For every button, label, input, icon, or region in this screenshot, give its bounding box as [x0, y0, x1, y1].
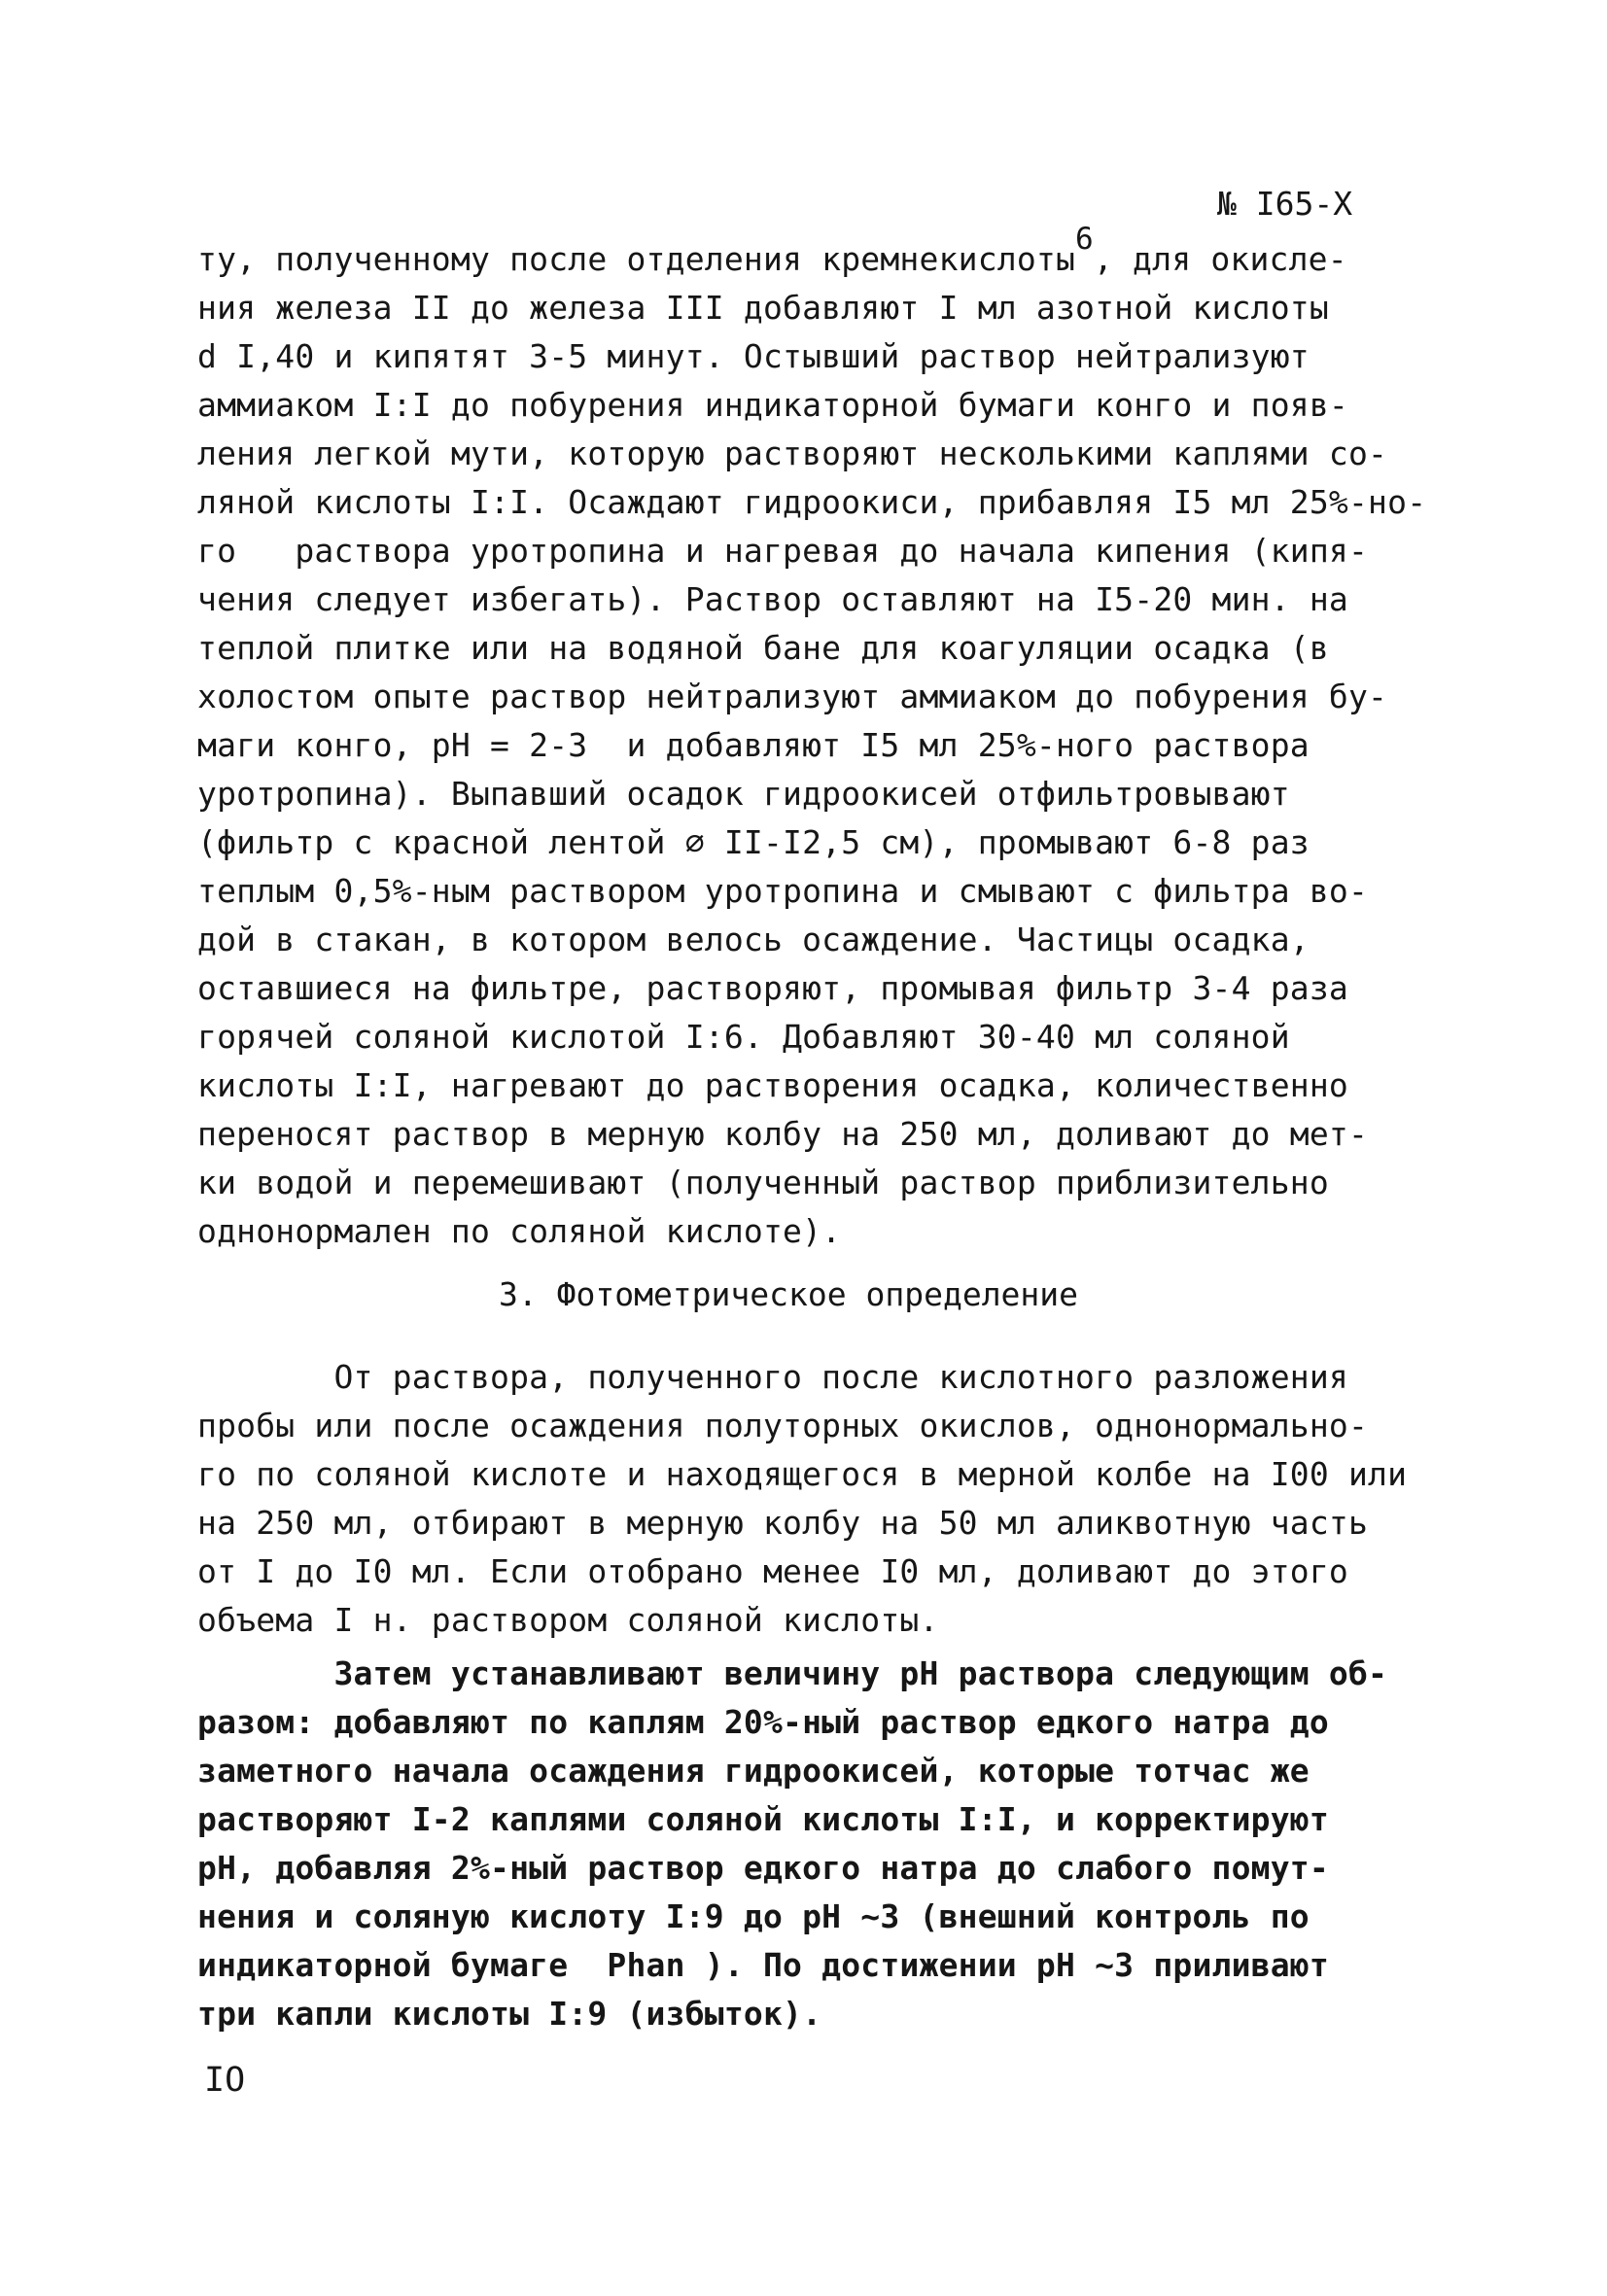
paragraph1-line-1-tail: , для окисле- [1093, 240, 1347, 278]
paragraph3-line: pH, добавляя 2%-ный раствор едкого натра до слабого помут- [197, 1849, 1329, 1887]
paragraph2-line: го по соляной кислоте и находящегося в мерной колбе на I00 или [197, 1455, 1408, 1493]
paragraph2-line: пробы или после осаждения полуторных окислов, однонормально- [197, 1407, 1369, 1444]
paragraph3-line: Затем устанавливают величину pH раствора следующим об- [197, 1654, 1388, 1692]
paragraph1-line-1 [197, 222, 1347, 280]
document-number: № I65-X [1217, 185, 1353, 223]
paragraph1-line: оставшиеся на фильтре, растворяют, промывая фильтр 3-4 раза [197, 969, 1348, 1007]
paragraph1-line: однонормален по соляной кислоте). [197, 1212, 842, 1250]
paragraph1-line: (фильтр с красной лентой ⌀ II-I2,5 см), промывают 6-8 раз [197, 823, 1310, 861]
paragraph1-line: переносят раствор в мерную колбу на 250 мл, доливают до мет- [197, 1115, 1369, 1153]
paragraph1-line: го раствора уротропина и нагревая до начала кипения (кипя- [197, 532, 1369, 570]
paragraph1-line: дой в стакан, в котором велось осаждение. Частицы осадка, [197, 921, 1310, 958]
paragraph3-line: индикаторной бумаге Phan ). По достижении pH ~3 приливают [197, 1946, 1329, 1984]
page-number: IO [204, 2061, 246, 2100]
paragraph2-line: на 250 мл, отбирают в мерную колбу на 50 мл аликвотную часть [197, 1504, 1369, 1542]
paragraph3-line: три капли кислоты I:9 (избыток). [197, 1995, 822, 2033]
paragraph1-line: горячей соляной кислотой I:6. Добавляют 30-40 мл соляной [197, 1018, 1290, 1056]
paragraph2-line: От раствора, полученного после кислотного разложения [197, 1358, 1348, 1396]
paragraph1-line: кислоты I:I, нагревают до растворения осадка, количественно [197, 1066, 1348, 1104]
paragraph1-line: ния железа II до железа III добавляют I мл азотной кислоты [197, 289, 1329, 327]
paragraph1-line: чения следует избегать). Раствор оставляют на I5-20 мин. на [197, 580, 1348, 618]
paragraph1-line-1-text: ту, полученному после отделения кремнекислоты [197, 240, 1076, 278]
paragraph3-line: заметного начала осаждения гидроокисей, которые тотчас же [197, 1752, 1310, 1790]
paragraph1-line: ки водой и перемешивают (полученный раствор приблизительно [197, 1164, 1329, 1201]
footnote-superscript: 6 [1075, 222, 1094, 257]
paragraph1-line: теплым 0,5%-ным раствором уротропина и смывают с фильтра во- [197, 872, 1369, 910]
paragraph1-line: d I,40 и кипятят 3-5 минут. Остывший раствор нейтрализуют [197, 337, 1310, 375]
paragraph3-line: разом: добавляют по каплям 20%-ный раствор едкого натра до [197, 1703, 1329, 1741]
paragraph2-line: от I до I0 мл. Если отобрано менее I0 мл, доливают до этого [197, 1552, 1348, 1590]
paragraph1-line: ляной кислоты I:I. Осаждают гидроокиси, прибавляя I5 мл 25%-но- [197, 483, 1427, 521]
paragraph1-line: уротропина). Выпавший осадок гидроокисей отфильтровывают [197, 775, 1290, 813]
paragraph1-line: теплой плитке или на водяной бане для коагуляции осадка (в [197, 629, 1329, 667]
paragraph1-line: холостом опыте раствор нейтрализуют аммиаком до побурения бу- [197, 678, 1388, 715]
section-heading: 3. Фотометрическое определение [499, 1275, 1079, 1313]
paragraph3-line: нения и соляную кислоту I:9 до pH ~3 (внешний контроль по [197, 1897, 1310, 1935]
paragraph1-line: ления легкой мути, которую растворяют несколькими каплями со- [197, 435, 1388, 472]
paragraph1-line: маги конго, pH = 2-3 и добавляют I5 мл 25%-ного раствора [197, 726, 1310, 764]
paragraph3-line: растворяют I-2 каплями соляной кислоты I:I, и корректируют [197, 1800, 1329, 1838]
paragraph2-line: объема I н. раствором соляной кислоты. [197, 1601, 939, 1639]
paragraph1-line: аммиаком I:I до побурения индикаторной бумаги конго и появ- [197, 386, 1348, 424]
